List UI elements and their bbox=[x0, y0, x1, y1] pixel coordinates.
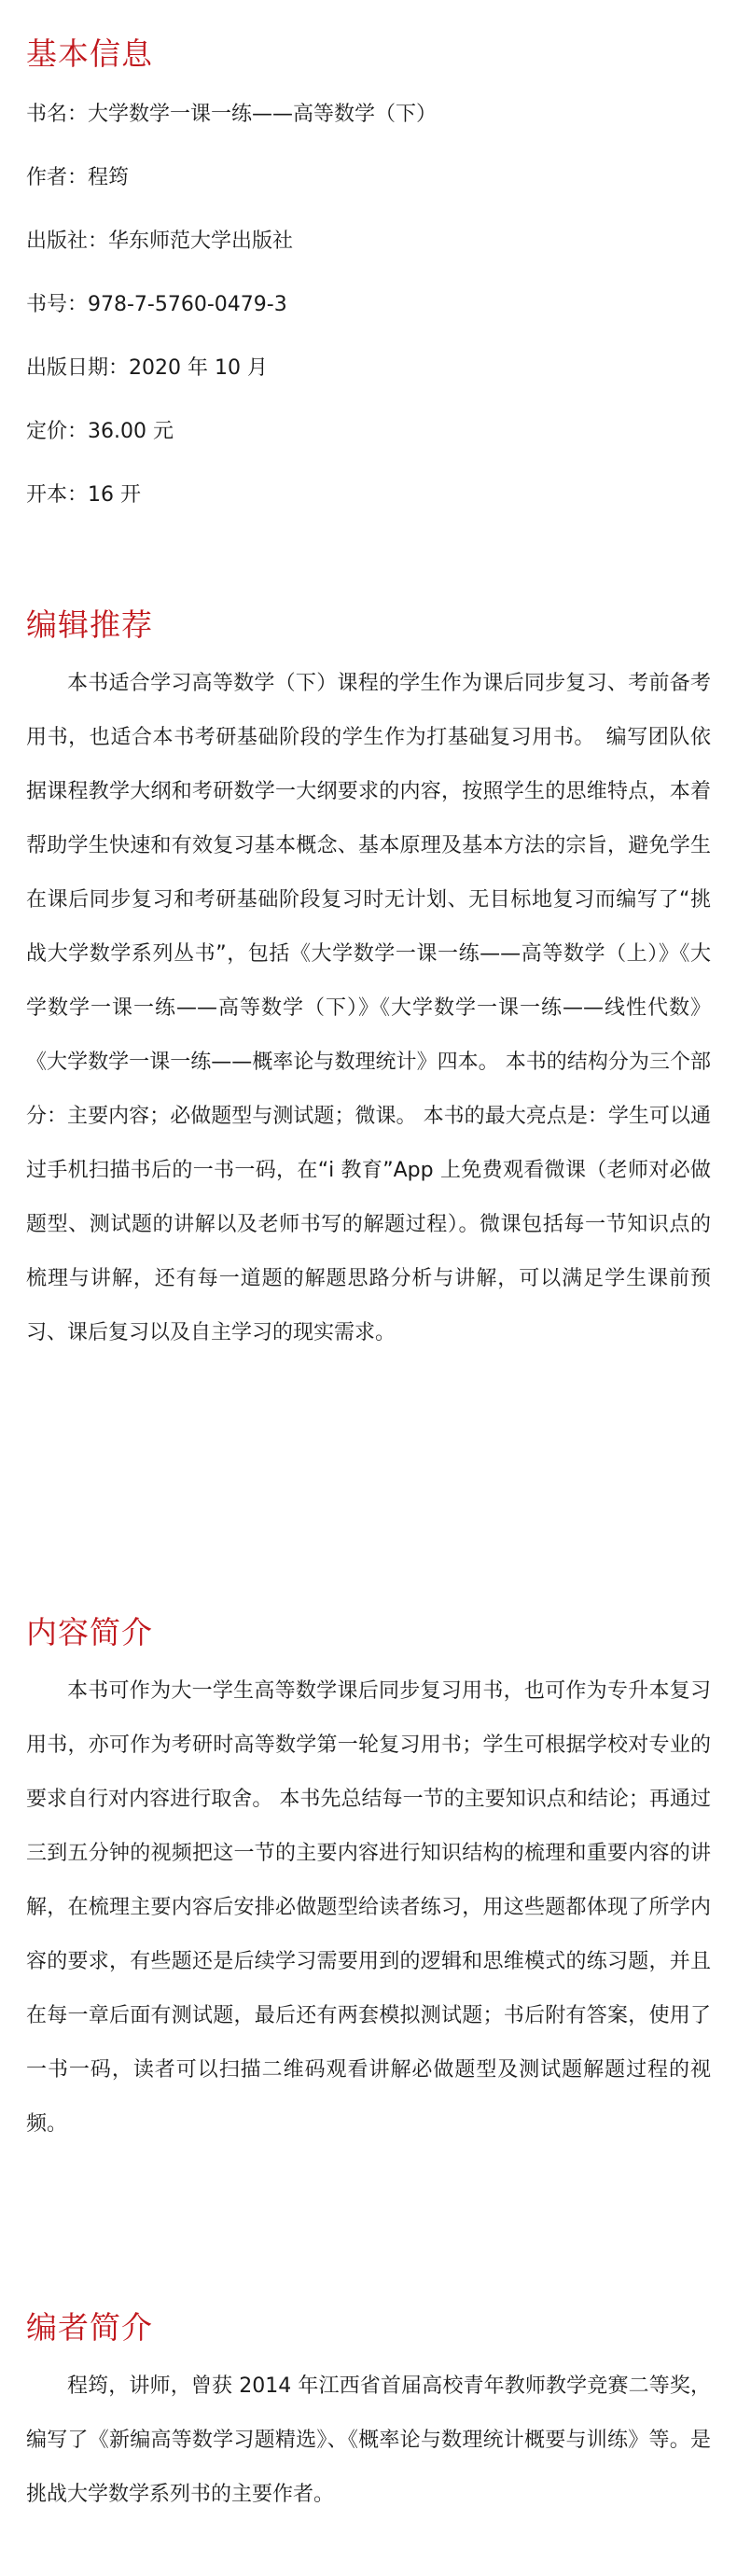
book-title-line: 书名：大学数学一课一练——高等数学（下） bbox=[26, 103, 438, 126]
author-line: 作者：程筠 bbox=[26, 166, 130, 189]
format-line: 开本：16 开 bbox=[26, 483, 141, 507]
editor-recommendation-section bbox=[26, 606, 711, 1360]
basic-info-title: 基本信息 bbox=[26, 35, 153, 72]
basic-info-section bbox=[26, 35, 711, 545]
content-summary-title: 内容简介 bbox=[26, 1614, 153, 1650]
publish-date-line: 出版日期：2020 年 10 月 bbox=[26, 356, 268, 380]
price-line: 定价：36.00 元 bbox=[26, 420, 174, 443]
author-intro-text: 程筠，讲师，曾获 2014 年江西省首届高校青年教师教学竞赛二等奖，编写了《新编高等数学习题精选》、《概率论与数理统计概要与训练》等。是挑战大学数学系列书的主要作者。 bbox=[26, 2374, 711, 2506]
content-summary-section bbox=[26, 1614, 711, 2151]
author-intro-section bbox=[26, 2309, 711, 2522]
author-intro-title: 编者简介 bbox=[26, 2309, 153, 2346]
content-summary-text: 本书可作为大一学生高等数学课后同步复习用书，也可作为专升本复习用书，亦可作为考研时高等数学第一轮复习用书；学生可根据学校对专业的要求自行对内容进行取舍。 本书先总结每一节的主要知识点和结论；再通过三到五分钟的视频把这一节的主要内容进行知识结构的梳理和重要内容的讲解，在梳理主要内容后安排必做题型给读者练习，用这些题都体现了所学内容的要求，有些题还是后续学习需要用到的逻辑和思维模式的练习题，并且在每一章后面有测试题，最后还有两套模拟测试题；书后附有答案，使用了一书一码，读者可以扫描二维码观看讲解必做题型及测试题解题过程的视频。 bbox=[26, 1679, 711, 2136]
isbn-line: 书号：978-7-5760-0479-3 bbox=[26, 293, 287, 316]
editor-recommendation-text: 本书适合学习高等数学（下）课程的学生作为课后同步复习、考前备考用书，也适合本书考研基础阶段的学生作为打基础复习用书。 编写团队依据课程教学大纲和考研数学一大纲要求的内容，按照学生的思维特点，本着帮助学生快速和有效复习基本概念、基本原理及基本方法的宗旨，避免学生在课后同步复习和考研基础阶段复习时无计划、无目标地复习而编写了“挑战大学数学系列丛书”，包括《大学数学一课一练——高等数学（上）》《大学数学一课一练——高等数学（下）》《大学数学一课一练——线性代数》《大学数学一课一练——概率论与数理统计》四本。 本书的结构分为三个部分：主要内容；必做题型与测试题；微课。 本书的最大亮点是：学生可以通过手机扫描书后的一书一码，在“i 教育”App 上免费观看微课（老师对必做题型、测试题的讲解以及老师书写的解题过程）。微课包括每一节知识点的梳理与讲解，还有每一道题的解题思路分析与讲解，可以满足学生课前预习、课后复习以及自主学习的现实需求。 bbox=[26, 672, 711, 1344]
editor-recommendation-title: 编辑推荐 bbox=[26, 606, 153, 643]
publisher-line: 出版社：华东师范大学出版社 bbox=[26, 230, 294, 253]
